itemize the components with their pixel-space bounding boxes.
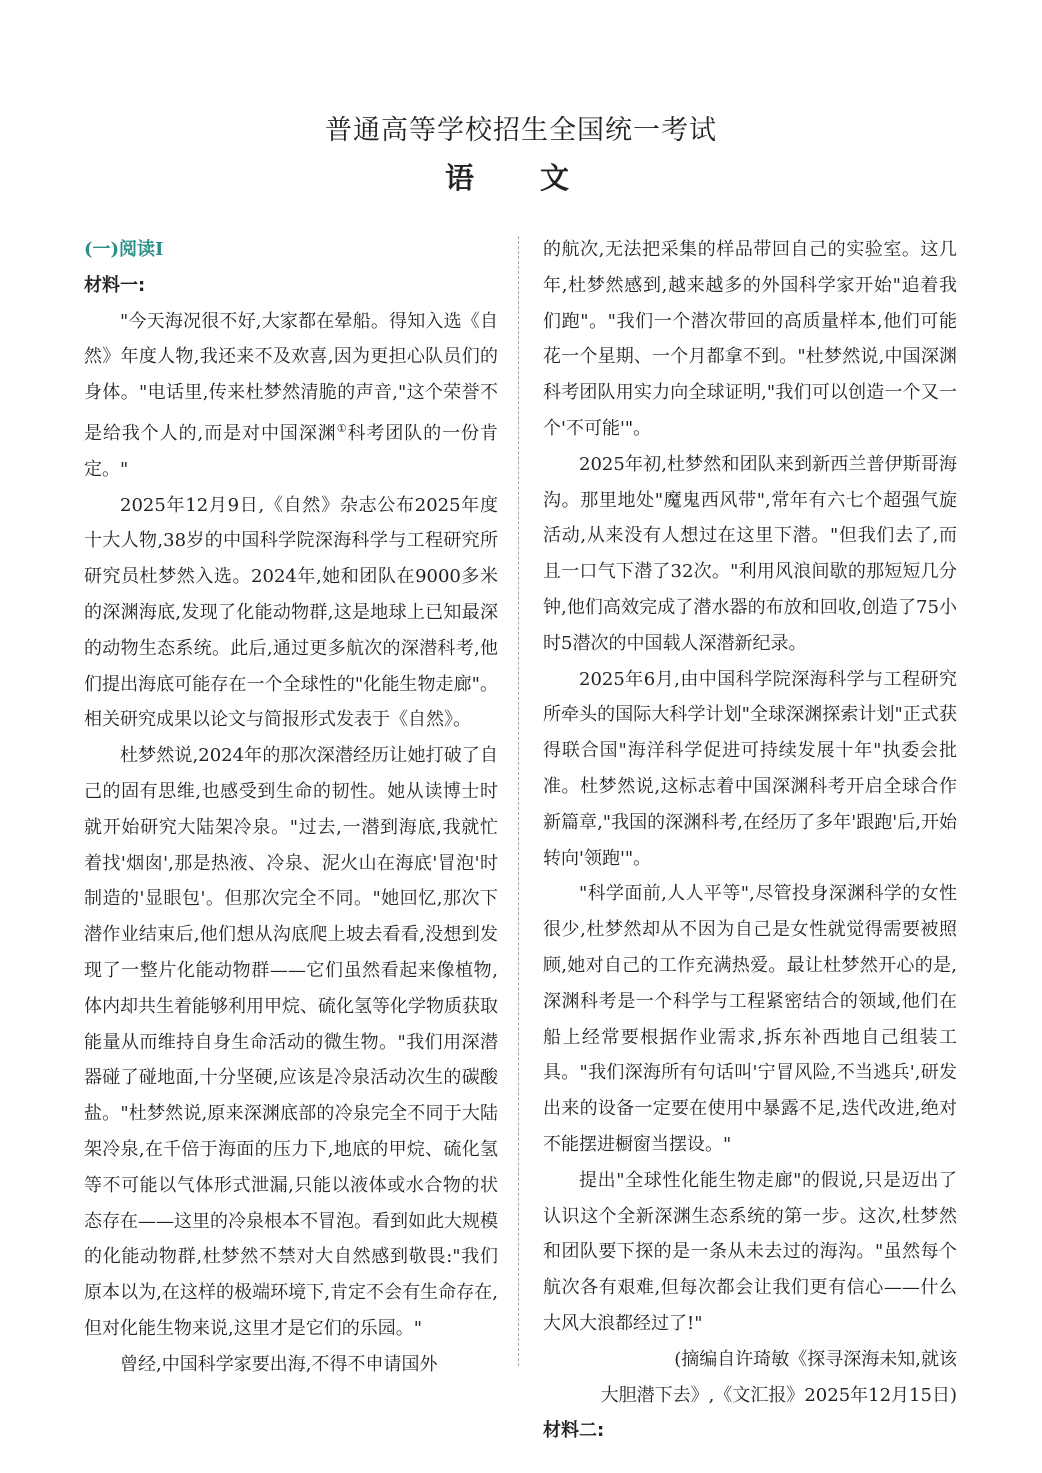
right-column <box>543 232 957 1449</box>
paragraph-1-text-b: 科考团队的一份肯定。" <box>84 422 498 480</box>
paragraph-8: 提出"全球性化能生物走廊"的假说,只是迈出了认识这个全新深渊生态系统的第一步。这次,杜梦然和团队要下探的是一条从未去过的海沟。"虽然每个航次各有艰难,但每次都会让我们更有信心——什么大风大浪都经过了!" <box>543 1169 957 1334</box>
footnote-marker: ① <box>336 421 348 435</box>
subject-title: 语 文 <box>444 161 598 195</box>
paragraph-4-continued: 的航次,无法把采集的样品带回自己的实验室。这几年,杜梦然感到,越来越多的外国科学家开始"追着我们跑"。"我们一个潜次带回的高质量样本,他们可能花一个星期、一个月都拿不到。"杜梦然说,中国深渊科考团队用实力向全球证明,"我们可以创造一个又一个'不可能'"。 <box>543 239 957 439</box>
column-divider <box>518 236 519 1366</box>
section-heading: (一)阅读Ⅰ <box>84 239 164 260</box>
paragraph-2: 2025年12月9日,《自然》杂志公布2025年度十大人物,38岁的中国科学院深海科学与工程研究所研究员杜梦然入选。2024年,她和团队在9000多米的深渊海底,发现了化能动物群,这是地球上已知最深的动物生态系统。此后,通过更多航次的深潜科考,他们提出海底可能存在一个全球性的"化能生物走廊"。相关研究成果以论文与简报形式发表于《自然》。 <box>84 494 498 731</box>
source-citation-line-1: (摘编自许琦敏《探寻深海未知,就该 <box>674 1348 957 1370</box>
exam-title: 普通高等学校招生全国统一考试 <box>325 115 717 146</box>
material-one-label: 材料一: <box>84 274 146 296</box>
paragraph-3: 杜梦然说,2024年的那次深潜经历让她打破了自己的固有思维,也感受到生命的韧性。她从读博士时就开始研究大陆架冷泉。"过去,一潜到海底,我就忙着找'烟囱',那是热液、冷泉、泥火山在海底'冒泡'时制造的'显眼包'。但那次完全不同。"她回忆,那次下潜作业结束后,他们想从沟底爬上坡去看看,没想到发现了一整片化能动物群——它们虽然看起来像植物,体内却共生着能够利用甲烷、硫化氢等化学物质获取能量从而维持自身生命活动的微生物。"我们用深潜器碰了碰地面,十分坚硬,应该是冷泉活动次生的碳酸盐。"杜梦然说,原来深渊底部的冷泉完全不同于大陆架冷泉,在千倍于海面的压力下,地底的甲烷、硫化氢等不可能以气体形式泄漏,只能以液体或水合物的状态存在——这里的冷泉根本不冒泡。看到如此大规模的化能动物群,杜梦然不禁对大自然感到敬畏:"我们原本以为,在这样的极端环境下,肯定不会有生命存在,但对化能生物来说,这里才是它们的乐园。" <box>84 745 498 1339</box>
source-citation-line-2: 大胆潜下去》,《文汇报》2025年12月15日) <box>600 1384 957 1406</box>
paragraph-1 <box>84 304 498 488</box>
paragraph-7: "科学面前,人人平等",尽管投身深渊科学的女性很少,杜梦然却从不因为自己是女性就觉得需要被照顾,她对自己的工作充满热爱。最让杜梦然开心的是,深渊科考是一个科学与工程紧密结合的领域,他们在船上经常要根据作业需求,拆东补西地自己组装工具。"我们深海所有句话叫'宁冒风险,不当逃兵',研发出来的设备一定要在使用中暴露不足,迭代改进,绝对不能摆进橱窗当摆设。" <box>543 883 957 1155</box>
paragraph-5: 2025年初,杜梦然和团队来到新西兰普伊斯哥海沟。那里地处"魔鬼西风带",常年有六七个超强气旋活动,从来没有人想过在这里下潜。"但我们去了,而且一口气下潜了32次。"利用风浪间歇的那短短几分钟,他们高效完成了潜水器的布放和回收,创造了75小时5潜次的中国载人深潜新纪录。 <box>543 453 957 654</box>
paragraph-4-start: 曾经,中国科学家要出海,不得不申请国外 <box>120 1353 438 1375</box>
material-two-label: 材料二: <box>543 1420 605 1442</box>
paragraph-1-text-a: "今天海况很不好,大家都在晕船。得知入选《自然》年度人物,我还来不及欢喜,因为更担心队员们的身体。"电话里,传来杜梦然清脆的声音,"这个荣誉不是给我个人的,而是对中国深渊 <box>84 310 498 444</box>
paragraph-6: 2025年6月,由中国科学院深海科学与工程研究所牵头的国际大科学计划"全球深渊探索计划"正式获得联合国"海洋科学促进可持续发展十年"执委会批准。杜梦然说,这标志着中国深渊科考开启全球合作新篇章,"我国的深渊科考,在经历了多年'跟跑'后,开始转向'领跑'"。 <box>543 668 957 869</box>
left-column <box>84 232 498 1383</box>
